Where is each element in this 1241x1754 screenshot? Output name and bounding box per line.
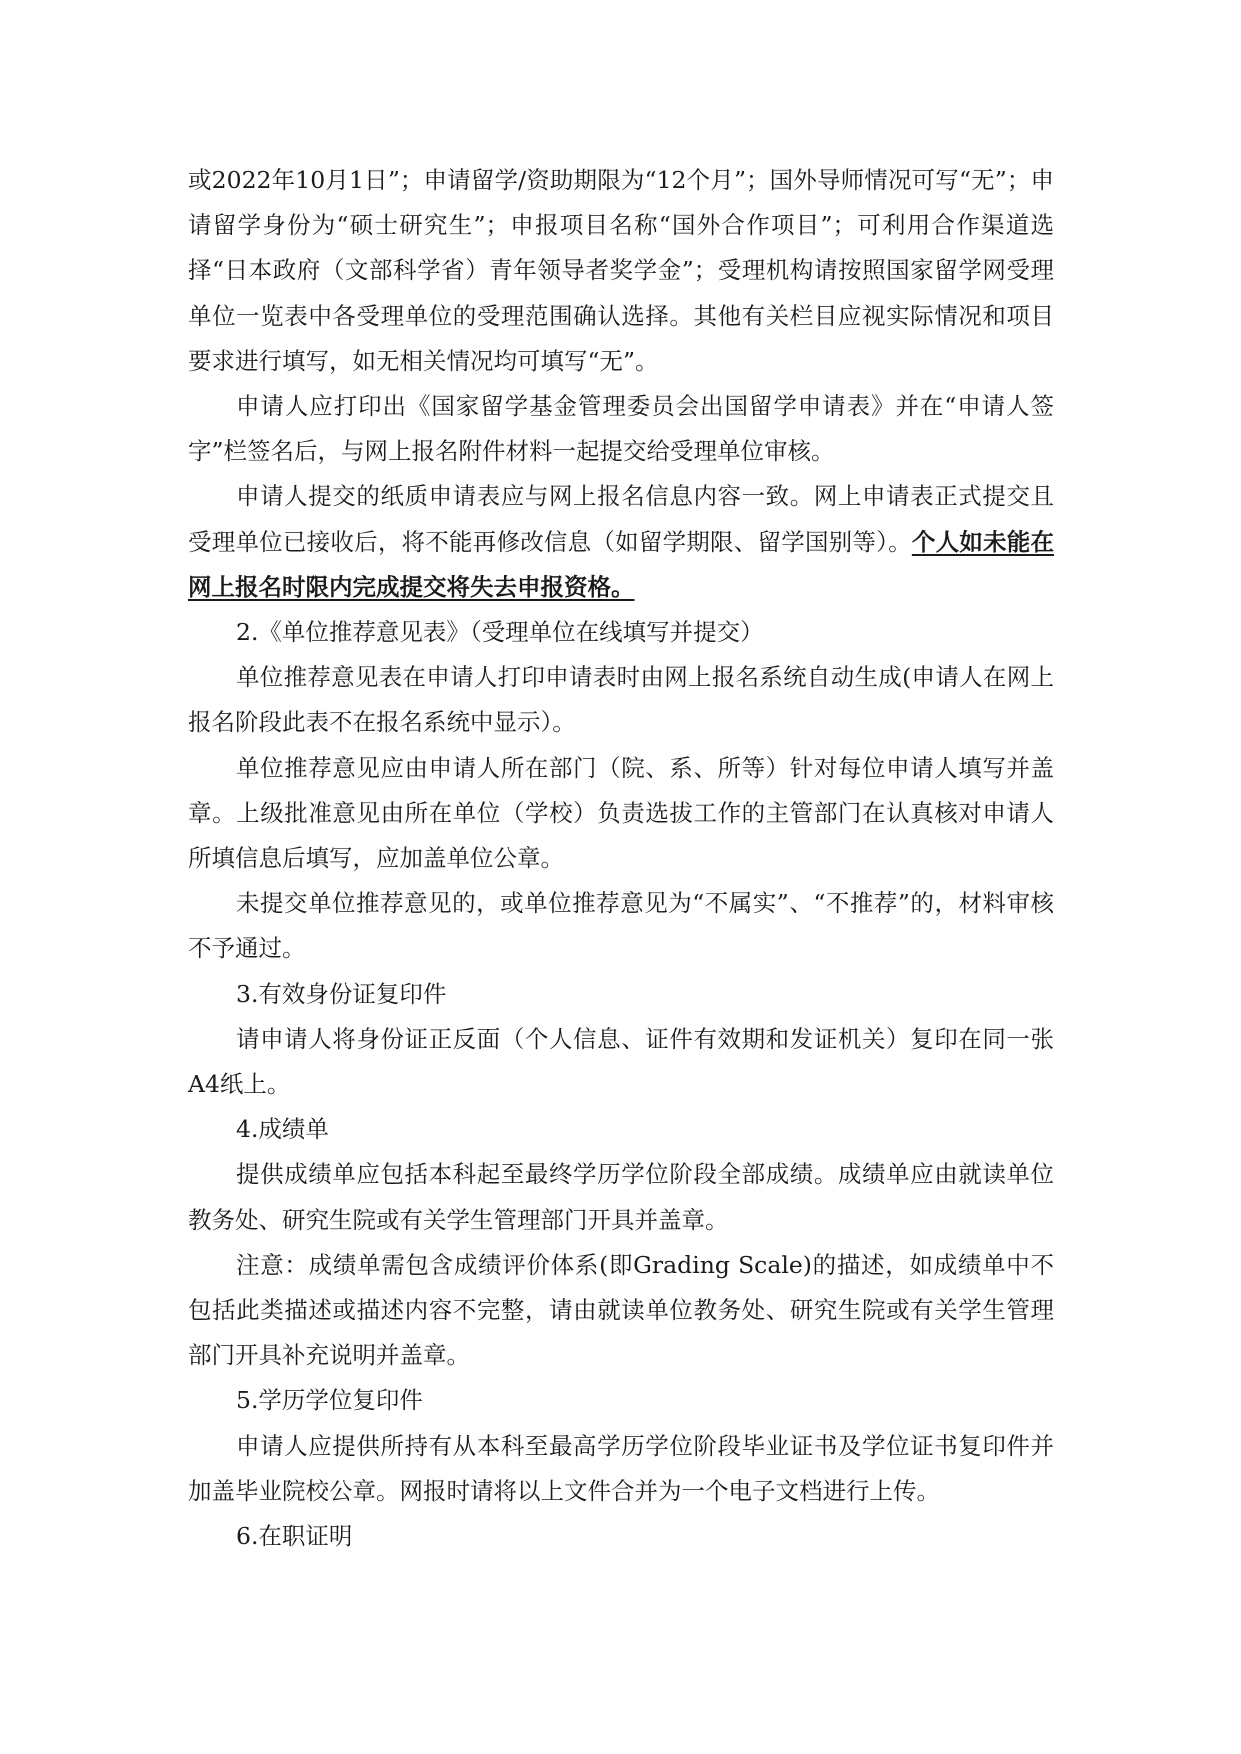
paragraph-degree-certificate-instructions: 申请人应提供所持有从本科至最高学历学位阶段毕业证书及学位证书复印件并加盖毕业院校公章。网报时请将以上文件合并为一个电子文档进行上传。 bbox=[188, 1431, 1054, 1505]
paragraph-recommendation-auto-generated: 单位推荐意见表在申请人打印申请表时由网上报名系统自动生成(申请人在网上报名阶段此表不在报名系统中显示）。 bbox=[188, 663, 1054, 737]
paragraph-consistency-notice bbox=[188, 474, 1054, 610]
heading-employment-proof: 6.在职证明 bbox=[236, 1522, 353, 1551]
deadline-warning: 个人如未能在网上报名时限内完成提交将失去申报资格。 bbox=[188, 527, 1055, 601]
heading-degree-certificate-copy: 5.学历学位复印件 bbox=[236, 1386, 423, 1415]
consistency-notice-text: 申请人提交的纸质申请表应与网上报名信息内容一致。网上申请表正式提交且受理单位已接收后，将不能再修改信息（如留学期限、留学国别等）。 bbox=[188, 482, 1054, 556]
paragraph-print-and-sign: 申请人应打印出《国家留学基金管理委员会出国留学申请表》并在“申请人签字”栏签名后，与网上报名附件材料一起提交给受理单位审核。 bbox=[188, 392, 1054, 466]
paragraph-application-form-instructions: 或2022年10月1日”；申请留学/资助期限为“12个月”；国外导师情况可写“无”；申请留学身份为“硕士研究生”；申报项目名称“国外合作项目”；可利用合作渠道选择“日本政府（文部科学省）青年领导者奖学金”；受理机构请按照国家留学网受理单位一览表中各受理单位的受理范围确认选择。其他有关栏目应视实际情况和项目要求进行填写，如无相关情况均可填写“无”。 bbox=[188, 166, 1054, 375]
heading-unit-recommendation-form: 2.《单位推荐意见表》（受理单位在线填写并提交） bbox=[236, 618, 764, 647]
paragraph-recommendation-stamp: 单位推荐意见应由申请人所在部门（院、系、所等）针对每位申请人填写并盖章。上级批准意见由所在单位（学校）负责选拔工作的主管部门在认真核对申请人所填信息后填写，应加盖单位公章。 bbox=[188, 753, 1054, 873]
paragraph-recommendation-rejection: 未提交单位推荐意见的，或单位推荐意见为“不属实”、“不推荐”的，材料审核不予通过。 bbox=[188, 889, 1054, 963]
document-body bbox=[188, 158, 1054, 1559]
heading-id-card-copy: 3.有效身份证复印件 bbox=[236, 979, 447, 1008]
heading-transcript: 4.成绩单 bbox=[236, 1115, 329, 1144]
paragraph-transcript-requirements: 提供成绩单应包括本科起至最终学历学位阶段全部成绩。成绩单应由就读单位教务处、研究生院或有关学生管理部门开具并盖章。 bbox=[188, 1160, 1054, 1234]
paragraph-id-card-instructions: 请申请人将身份证正反面（个人信息、证件有效期和发证机关）复印在同一张A4纸上。 bbox=[188, 1024, 1054, 1099]
paragraph-grading-scale-note: 注意：成绩单需包含成绩评价体系(即Grading Scale)的描述，如成绩单中不包括此类描述或描述内容不完整，请由就读单位教务处、研究生院或有关学生管理部门开具补充说明并盖章。 bbox=[188, 1250, 1054, 1370]
